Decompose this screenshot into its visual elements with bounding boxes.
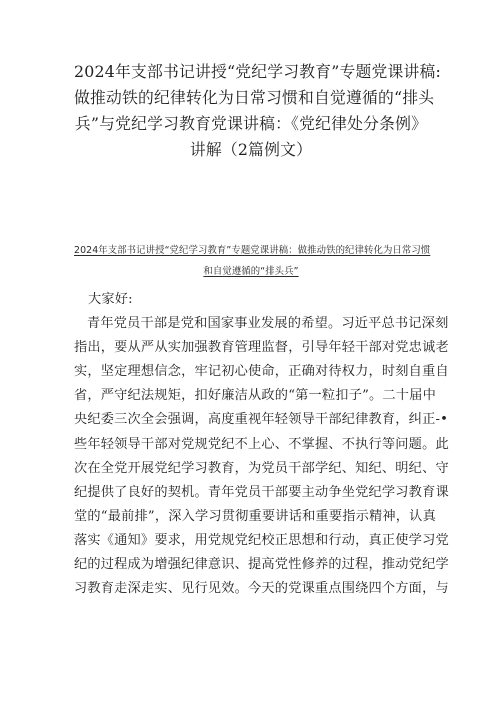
body-text [74,288,449,601]
body-line: 青年党员干部是党和国家事业发展的希望。习近平总书记深刻 [87,316,449,332]
body-line: 纪的过程成为增强纪律意识、提高党性修养的过程，推动党纪学 [74,557,449,573]
title-line: 讲解（2篇例文） [189,140,313,159]
body-line: 纪提供了良好的契机。青年党员干部要主动争坐党纪学习教育课 [74,484,449,500]
body-line: 指出，要从严从实加强教育管理监督，引导年轻干部对党忠诚老 [74,340,449,356]
body-line: 习教育走深走实、见行见效。今天的党课重点围绕四个方面，与 [74,581,449,597]
body-line: 堂的“最前排”，深入学习贯彻重要讲话和重要指示精神，认真 [74,508,436,524]
title-line: 2024年支部书记讲授“党纪学习教育”专题党课讲稿: [74,62,442,81]
document-title [74,0,442,163]
section-heading-line: 和自觉遵循的“排头兵” [203,266,299,277]
section-heading-line: 2024年支部书记讲授“党纪学习教育”专题党课讲稿：做推动铁的纪律转化为日常习惯 [74,245,431,256]
title-line: 做推动铁的纪律转化为日常习惯和自觉遵循的“排头 [74,88,435,107]
body-line: 次在全党开展党纪学习教育，为党员干部学纪、知纪、明纪、守 [74,460,449,476]
body-line: 些年轻领导干部对党规党纪不上心、不掌握、不执行等问题。此 [74,436,449,452]
section-heading [74,240,431,282]
body-line: 实，坚定理想信念，牢记初心使命，正确对待权力，时刻自重自 [74,364,449,380]
body-line: 落实《通知》要求，用党规党纪校正思想和行动，真正使学习党 [74,532,449,548]
body-line: 央纪委三次全会强调，高度重视年轻领导干部纪律教育，纠正-• [74,412,449,428]
title-line: 兵”与党纪学习教育党课讲稿：《党纪律处分条例》 [74,114,428,133]
greeting: 大家好: [88,292,133,307]
body-line: 省，严守纪法规矩，扣好廉洁从政的“第一粒扣子”。二十届中 [74,388,436,404]
